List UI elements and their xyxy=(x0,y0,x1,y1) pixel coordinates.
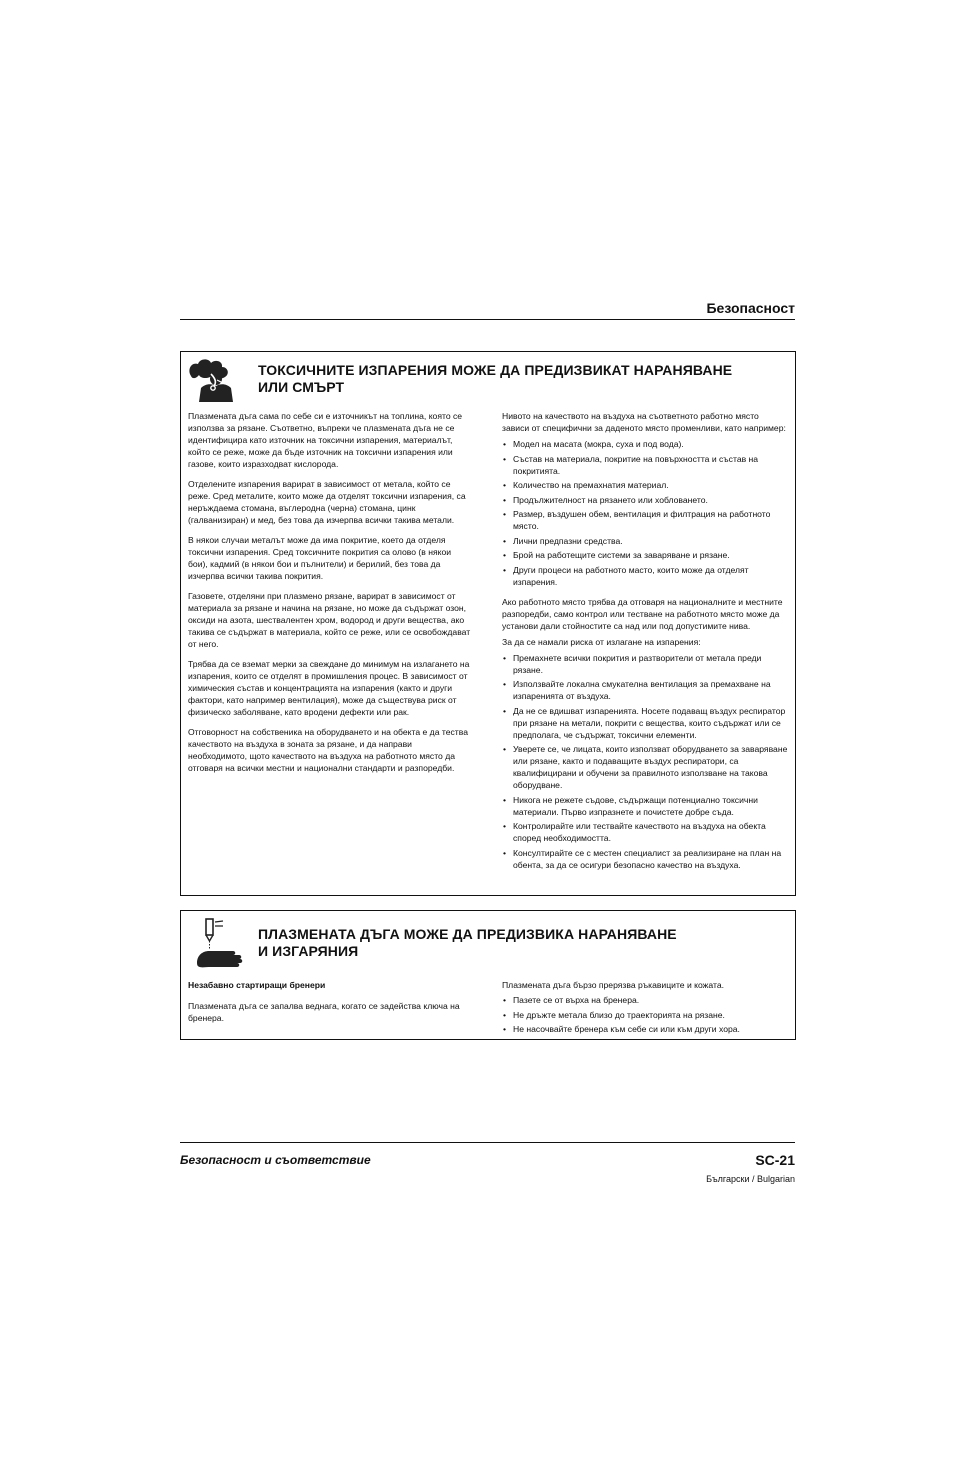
list-item: • Състав на материала, покритие на повърхността и състав на покритията. xyxy=(502,453,788,477)
list-item: • Модел на масата (мокра, суха и под вода). xyxy=(502,438,788,450)
air-quality-variables-list xyxy=(502,438,788,588)
list-item: • Размер, въздушен обем, вентилация и филтрация на работното място. xyxy=(502,508,788,532)
warning1-right-mid: Ако работното място трябва да отговаря на националните и местните разпоредби, само контрол или тестване на работното място може да установи дали стойностите са над или под допустимите нива. xyxy=(502,596,783,631)
warning1-left-column xyxy=(188,410,472,782)
plasma-arc-hand-icon xyxy=(193,917,245,973)
plasma-arc-warning-box xyxy=(180,910,796,1040)
warning2-right-column xyxy=(502,979,788,1043)
warning1-paragraph: Трябва да се вземат мерки за свеждане до минимум на излагането на изпарения, които се отделят в промишления процес. В зависимост от химическия състав и концентрацията на изпарения (както и други фактори, като например вентилация), може да съществува риск от физическо заболяване, като вродени дефекти или рак. xyxy=(188,659,470,717)
warning1-title xyxy=(258,362,732,396)
list-item: • Други процеси на работното масто, които може да отделят изпарения. xyxy=(502,564,788,588)
list-item: • Не дръжте метала близо до траекторията на рязане. xyxy=(502,1009,788,1021)
plasma-arc-precautions-list xyxy=(502,994,788,1035)
risk-reduction-list xyxy=(502,652,788,871)
warning1-right-column xyxy=(502,410,788,879)
toxic-fumes-icon xyxy=(187,358,243,402)
list-item: • Продължителност на рязането или хобловането. xyxy=(502,494,788,506)
footer-doc-title: Безопасност и съответствие xyxy=(180,1153,371,1167)
warning2-subhead: Незабавно стартиращи бренери xyxy=(188,980,326,990)
warning2-left-column xyxy=(188,979,472,1032)
warning1-title-line1: ТОКСИЧНИТЕ ИЗПАРЕНИЯ МОЖЕ ДА ПРЕДИЗВИКАТ НАРАНЯВАНЕ xyxy=(258,362,733,378)
warning1-right-mid2: За да се намали риска от излагане на изпарения: xyxy=(502,636,701,647)
list-item: • Лични предпазни средства. xyxy=(502,535,788,547)
list-item: • Никога не режете съдове, съдържащи потенциално токсични материали. Първо изпразнете и почистете добре съда. xyxy=(502,794,788,818)
list-item: • Премахнете всички покрития и разтворители от метала преди рязане. xyxy=(502,652,788,676)
list-item: • Брой на работещите системи за заваряване и рязане. xyxy=(502,549,788,561)
warning1-paragraph: Газовете, отделяни при плазмено рязане, варират в зависимост от материала за рязане и начина на рязане, но може да съдържат озон, оксиди на азота, шествалентен хром, водород и други вещества, ако такива се съдържат в материала, който се реже, или се освобождават от него. xyxy=(188,591,471,649)
warning1-right-intro: Нивото на качеството на въздуха на съответното работно място зависи от специфични за даденото място променливи, като например: xyxy=(502,411,786,433)
header-rule xyxy=(180,319,795,320)
list-item: • Уверете се, че лицата, които използват оборудването за заваряване или рязане, както и подаващите въздух респиратори, са квалифицирани и обучени за правилното използване на такова оборудване. xyxy=(502,743,788,791)
page-number: SC-21 xyxy=(755,1152,795,1168)
warning1-title-line2: ИЛИ СМЪРТ xyxy=(258,379,345,395)
list-item: • Контролирайте или тествайте качеството на въздуха на обекта според необходимостта. xyxy=(502,820,788,844)
list-item: • Пазете се от върха на бренера. xyxy=(502,994,788,1006)
toxic-fumes-warning-box xyxy=(180,351,796,896)
list-item: • Да не се вдишват изпаренията. Носете подаващ въздух респиратор при рязане на метали, покрити с вещества, които съдържат или се предполага, че съдържат, токсични елементи. xyxy=(502,705,788,741)
warning2-title xyxy=(258,926,677,960)
list-item: • Използвайте локална смукателна вентилация за премахване на изпаренията от въздуха. xyxy=(502,678,788,702)
warning2-left-text: Плазмената дъга се запалва веднага, когато се задейства ключа на бренера. xyxy=(188,1001,460,1023)
list-item: • Не насочвайте бренера към себе си или към други хора. xyxy=(502,1023,788,1035)
footer-language: Български / Bulgarian xyxy=(706,1174,795,1184)
warning2-title-line2: И ИЗГАРЯНИЯ xyxy=(258,943,359,959)
list-item: • Консултирайте се с местен специалист за реализиране на план на обента, за да се осигури безопасно качество на въздуха. xyxy=(502,847,788,871)
warning2-title-line1: ПЛАЗМЕНАТА ДЪГА МОЖЕ ДА ПРЕДИЗВИКА НАРАНЯВАНЕ xyxy=(258,926,677,942)
warning1-paragraph: Плазмената дъга сама по себе си е източникът на топлина, която се използва за рязане. Съответно, въпреки че плазмената дъга не се идентифицира като източник на токсични изпарения, материалът, който се реже, може да бъде източник на токсични изпарения или газове, които изразходват кислорода. xyxy=(188,411,463,469)
warning1-paragraph: Отделените изпарения варират в зависимост от метала, който се реже. Сред металите, които може да отделят токсични изпарения, са неръждаема стомана, въглеродна (черна) стомана, цинк (галванизиран) и мед, без това да изчерпва всички такива метали. xyxy=(188,479,466,525)
warning2-right-intro: Плазмената дъга бързо прерязва ръкавиците и кожата. xyxy=(502,980,725,990)
section-title: Безопасност xyxy=(706,300,795,316)
warning1-paragraph: В някои случаи металът може да има покритие, което да отделя токсични изпарения. Сред токсичните покрития са олово (в някои бои), кадмий (в някои бои и пълнители) и берилий, без това да изчерпва всички такива покрития. xyxy=(188,535,452,581)
footer-rule xyxy=(180,1142,795,1143)
warning1-paragraph: Отговорност на собственика на оборудването и на обекта е да тества качеството на въздуха в зоната за рязане, и да направи необходимото, щото качеството на въздуха на работното място да отговаря на всички местни и национални стандарти и разпоредби. xyxy=(188,727,468,773)
list-item: • Количество на премахнатия материал. xyxy=(502,479,788,491)
